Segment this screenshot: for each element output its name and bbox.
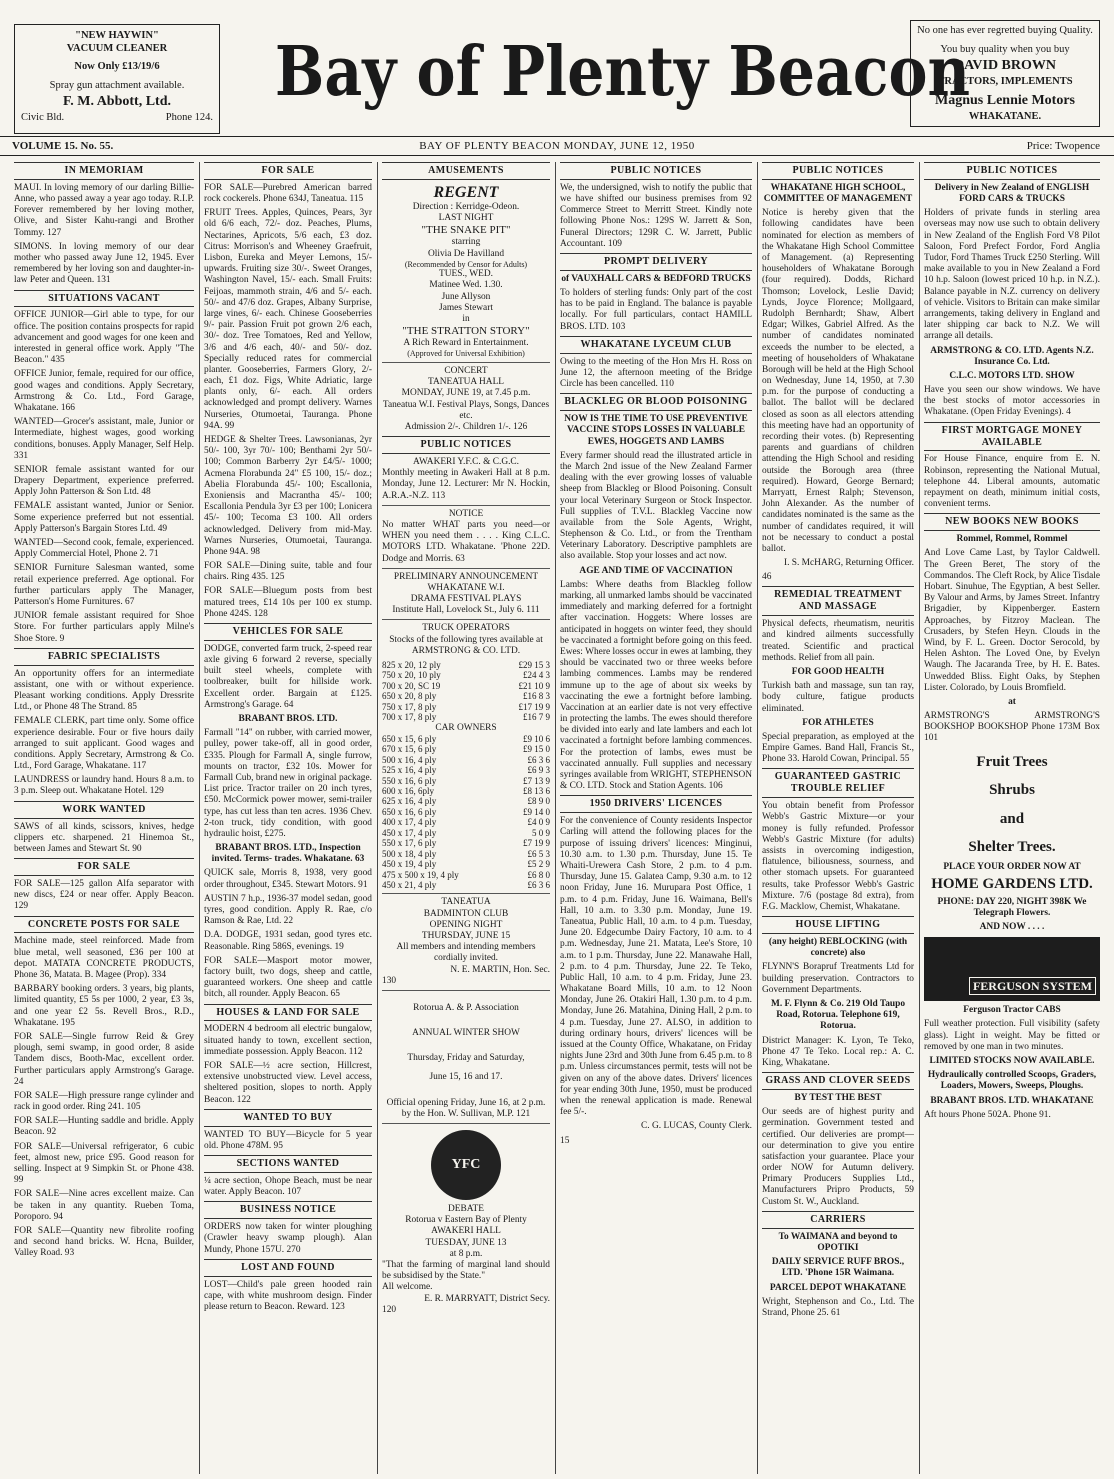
- tyre-row: [382, 880, 550, 890]
- tyre-price: 5 0 9: [532, 827, 550, 838]
- classified-ad: MAUI. In loving memory of our darling Billie-Anne, who passed away a year ago today. R.I.P. Forever remembered by her loving mother, Olive, and Sister Kahu-rangi and Brother Tommy. 127: [14, 182, 194, 238]
- classified-ad: Notice is hereby given that the following candidates have been nominated for election as members of the Whakatane High School Committee of Management. (a) Representing householders of Whakatane Borough (four required). Dodds, Richard Thomson; Lovelock, Leslie David; Lynds, Joyce Florence; Mollgaard, Rudolph Bernhardt; Shaw, Albert Edgar; Wilkes, Gabriel Alfred. As the number of candidates nominated exceeds the number to be elected, a meeting of householders of Whakatane Borough will be held at the High School on Wednesday, June 14, 1950, at 7.30 p.m. for the purpose of conducting a ballot. The ballot will be declared closed as soon as all electors attending this meeting have had an opportunity of recording their votes. (b) Representing parents and guardians of children attending the High School and residing outside the Borough area (three required). Howard, George Bernard; Marryatt, Ernest Ralph; Stevenson, John Alexander. As the number of candidates nominated is the same as the number of candidates required, it will not be necessary to conduct a postal ballot.: [762, 208, 914, 554]
- divider: [382, 1123, 550, 1124]
- classified-ad: FOR SALE—Purebred American barred rock cockerels. Phone 634J, Taneatua. 115: [204, 182, 372, 205]
- ad-heading-line: PARCEL DEPOT WHAKATANE: [769, 1282, 907, 1293]
- classified-ad: To holders of sterling funds: Only part of the cost has to be paid in England. The balance is payable locally. For full particulars, contact HAMILL BROS. LTD. 103: [560, 288, 752, 332]
- haywin-line: Civic Bld.: [21, 111, 65, 123]
- debate-line: Rotorua v Eastern Bay of Plenty: [405, 1215, 527, 1226]
- tyre-price: £7 13 9: [523, 775, 550, 786]
- classified-ad: LAUNDRESS or laundry hand. Hours 8 a.m. to 3 p.m. Sleep out. Whakatane Hotel. 129: [14, 775, 194, 797]
- ad-heading-line: To WAIMANA and beyond to OPOTIKI: [778, 1231, 898, 1253]
- section-heading: GRASS AND CLOVER SEEDS: [762, 1072, 914, 1090]
- badminton-line: All members and intending members cordially invited.: [396, 942, 536, 964]
- section-heading: VEHICLES FOR SALE: [204, 623, 372, 641]
- regent-line: A Rich Reward in Entertainment.: [403, 338, 529, 349]
- classified-ad: For House Finance, enquire from E. N. Robinson, representing the National Mutual, telephone 44. Liberal amounts, automatic repayment on death, minimum initial costs, convenient terms.: [924, 454, 1100, 510]
- tyre-size: 450 x 19, 4 ply: [382, 859, 437, 870]
- tyre-size: 475 x 500 x 19, 4 ply: [382, 869, 459, 880]
- classified-ad: Full weather protection. Full visibility (safety glass). Light in weight. May be fitted or removed by one man in two minutes.: [924, 1019, 1100, 1052]
- classified-ad: Physical defects, rheumatism, neuritis and kindred ailments successfully treated. Scientific and practical methods. Relief from all pain.: [762, 619, 914, 663]
- divider: [382, 990, 550, 991]
- classified-ad: OFFICE Junior, female, required for our office, good wages and conditions. Apply Secretary, Armstrong & Co. Ltd., Ford Garage, Whakatane. 166: [14, 369, 194, 413]
- db-line: No one has ever regretted buying Quality.: [917, 25, 1093, 36]
- tyre-size: 625 x 16, 4 ply: [382, 796, 437, 807]
- dateline-volume: VOLUME 15. No. 55.: [12, 140, 114, 152]
- public-notices-heading: PUBLIC NOTICES: [382, 436, 550, 454]
- column-2: [204, 162, 372, 1474]
- regent-title: REGENT: [433, 183, 499, 201]
- section-heading: PUBLIC NOTICES: [560, 162, 752, 180]
- dateline-price: Price: Twopence: [1026, 140, 1100, 152]
- section-heading: FOR SALE: [204, 162, 372, 180]
- show-line: Rotorua A. & P. Association: [413, 1002, 519, 1013]
- debate-line: All welcome.: [382, 1282, 433, 1293]
- tyre-row: [382, 786, 550, 796]
- column-6: [924, 162, 1100, 1474]
- ad-heading-line: C.L.C. MOTORS LTD. SHOW: [949, 370, 1075, 381]
- classified-ad: ARMSTRONG'S ARMSTRONG'S BOOKSHOP BOOKSHOP Phone 173M Box 101: [924, 711, 1100, 744]
- section-heading: FABRIC SPECIALISTS: [14, 648, 194, 666]
- debate-line: AWAKERI HALL: [431, 1226, 501, 1237]
- tyre-price: £6 9 3: [527, 765, 550, 776]
- classified-ad: D.A. DODGE, 1931 sedan, good tyres etc. Reasonable. Ring 586S, evenings. 19: [204, 930, 372, 952]
- db-line: TRACTORS, IMPLEMENTS: [937, 75, 1073, 87]
- debate-line: at 8 p.m.: [449, 1248, 483, 1259]
- car-tyre-table: [382, 734, 550, 891]
- classified-ad: FOR SALE—Quantity new fibrolite roofing and second hand bricks. W. Hcna, Builder, Valley Road. 93: [14, 1225, 194, 1259]
- section-heading: HOUSE LIFTING: [762, 916, 914, 934]
- truck-tyre-table: [382, 660, 550, 723]
- notice-ad: [382, 509, 550, 565]
- column-5: [762, 162, 914, 1474]
- truck-ad: [382, 623, 550, 657]
- badminton-line: TANEATUA: [441, 897, 491, 908]
- notice-line: NOTICE: [448, 508, 484, 519]
- debate-line: TUESDAY, JUNE 13: [425, 1237, 507, 1248]
- tyre-row: [382, 870, 550, 880]
- classified-ad: LOST—Child's pale green hooded rain cape, with white mushroom design. Finder please return to Beacon. Reward. 123: [204, 1279, 372, 1312]
- haywin-line: Phone 124.: [165, 111, 213, 123]
- prelim-line: WHAKATANE W.I.: [427, 582, 505, 593]
- section-heading: WANTED TO BUY: [204, 1109, 372, 1127]
- tyre-row: [382, 849, 550, 859]
- classified-ad: FOR SALE—Single furrow Reid & Grey plough, semi swamp, in good order, 8 aside Tandem discs, Booth-Mac, excellent order. Further particulars apply Armstrong's Garage. 24: [14, 1031, 194, 1087]
- tyre-size: 500 x 18, 4 ply: [382, 848, 437, 859]
- section-heading: PUBLIC NOTICES: [924, 162, 1100, 180]
- haywin-line: F. M. Abbott, Ltd.: [62, 93, 171, 109]
- regent-film: "THE SNAKE PIT": [421, 224, 511, 237]
- ad-heading-line: BRABANT BROS. LTD., Inspection invited. Terms- trades. Whakatane. 63: [211, 843, 365, 865]
- classified-ad: WANTED TO BUY—Bicycle for 5 year old. Phone 478M. 95: [204, 1129, 372, 1151]
- awakeri-ad: [382, 457, 550, 502]
- tyre-price: £4 0 9: [527, 817, 550, 828]
- classified-ad: WANTED—Second cook, female, experienced. Apply Commercial Hotel, Phone 2. 71: [14, 538, 194, 560]
- fruit-line: Shelter Trees.: [968, 839, 1056, 856]
- tyre-row: [382, 744, 550, 754]
- classified-ad: An opportunity offers for an intermediate assistant, one with or without experience. Pleasant working conditions. Apply Dressrite Ltd., or Phone 48 The Strand. 85: [14, 668, 194, 713]
- ad-heading-line: LIMITED STOCKS NOW AVAILABLE.: [929, 1055, 1095, 1066]
- classified-ad: QUICK sale, Morris 8, 1938, very good order throughout, £345. Stewart Motors. 91: [204, 868, 372, 890]
- classified-ad: And Love Came Last, by Taylor Caldwell. The Green Beret, The story of the Commandos. The Cleft Rock, by Alice Tisdale Hobart. Sinuhue, The Egyptian, A best Seller. By Valour and Arms, by James Street. Infantry Brigadier, by Kippenberger. Eastern Approaches, by Fitzroy Maclean. The Crusaders, by Stefen Heyn. Clouds in the Wind, by F. L. Green. Doctor Serocold, by Helen Ashton. The Loved One, by Evelyn Waugh. The Jacaranda Tree, by H. E. Bates. Unwedded Bliss. Eight Oaks, by Stephen Lister. Colorado, by Louis Bromfield.: [924, 548, 1100, 693]
- tyre-row: [382, 807, 550, 817]
- section-heading: SECTIONS WANTED: [204, 1155, 372, 1173]
- show-line: Official opening Friday, June 16, at 2 p.m. by the Hon. W. Sullivan, M.P. 121: [386, 1097, 546, 1119]
- classified-ad: Owing to the meeting of the Hon Mrs H. Ross on June 12, the afternoon meeting of the Bridge Circle has been cancelled. 110: [560, 356, 752, 390]
- divider: [382, 362, 550, 363]
- fruit-trees-ad: [924, 748, 1100, 862]
- tyre-row: [382, 681, 550, 691]
- dateline: [0, 136, 1114, 156]
- tyre-row: [382, 670, 550, 680]
- ayfc-line: Monthly meeting in Awakeri Hall at 8 p.m. Monday, June 12. Lecturer: Mr N. Hockin, A.R.A.-N.Z. 113: [382, 468, 550, 501]
- ad-heading-line: WHAKATANE HIGH SCHOOL, COMMITTEE OF MANAGEMENT: [763, 182, 913, 205]
- tyre-size: 650 x 20, 8 ply: [382, 691, 437, 702]
- section-heading: SITUATIONS VACANT: [14, 290, 194, 308]
- show-line: Thursday, Friday and Saturday,: [407, 1053, 525, 1064]
- section-heading: NEW BOOKS NEW BOOKS: [924, 513, 1100, 531]
- signature-line: I. S. McHARG, Returning Officer.: [783, 558, 914, 569]
- tyre-row: [382, 859, 550, 869]
- classified-ad: ¼ acre section, Ohope Beach, must be near water. Apply Beacon. 107: [204, 1175, 372, 1198]
- tyre-price: £6 3 6: [527, 754, 550, 765]
- notice-line: No matter WHAT parts you need—or WHEN you need them . . . . King C.L.C. MOTORS LTD. Whakatane. 'Phone 22D. Dodge and Morris. 63: [382, 519, 550, 564]
- section-heading: BUSINESS NOTICE: [204, 1201, 372, 1219]
- classified-ad: For the convenience of County residents Inspector Carling will attend the following places for the purpose of issuing drivers' licences: Minginui, 10.30 a.m. to 1.30 p.m. Thursday, June 15. Te Whaiti-Urewera Cash Store, 2 p.m. to 4 p.m. Thursday, June 15. Galatea Camp, 9.30 a.m. to 12 noon Friday, June 16. Murupara Post Office, 1 p.m. to 4 p.m. Friday, June 16. Waimana, Bell's Hall, 10 a.m. to 3.30 p.m. Monday, June 19. Taneatua, Public Hall, 10 a.m. to 4 p.m. Tuesday, June 20. Edgecumbe Dairy Factory, 10 a.m. to 4 p.m. Wednesday, June 21. Matata, Lee's Store, 10 a.m. to 1 p.m. Thursday, June 22. Manawahe Hall, 2 p.m. to 4 p.m. Thursday, June 22. Te Teko, Public Hall, 10 a.m. to 4 p.m. Friday, June 23. Whakatane Board Mills, 10 a.m. to 12 Noon Monday, June 26. Otakiri Hall, 1.30 p.m. to 4 p.m. Monday, June 26. Matahina, Dining Hall, 2 p.m. to 4 p.m. Tuesday, June 27. ALSO, in addition to during ordinary hours, drivers' licences will be issued at the County Office, Whakatane, on Friday nights June 23rd and 30th June from 6.45 p.m. to 8 p.m. Unless circumstances permit, tests will not be given on any of the above dates. Drivers' licences for year ending 30th June, 1950, must be produced when the renewal application is made. Renewal fee 5/-.: [560, 816, 752, 1118]
- divider: [382, 893, 550, 894]
- divider: [382, 619, 550, 620]
- badminton-ad: [382, 897, 550, 987]
- regent-line: (Approved for Universal Exhibition): [407, 349, 525, 359]
- db-line: DAVID BROWN: [953, 57, 1057, 73]
- section-heading: IN MEMORIAM: [14, 162, 194, 180]
- concert-ad: [382, 366, 550, 433]
- regent-film: "THE STRATTON STORY": [402, 325, 530, 338]
- badminton-line: N. E. MARTIN, Hon. Sec.: [450, 964, 550, 975]
- classified-ad: FOR SALE—Dining suite, table and four chairs. Ring 435. 125: [204, 561, 372, 583]
- classified-ad: ORDERS now taken for winter ploughing (Crawler heavy swamp plough). Alan Mundy, Phone 157U. 270: [204, 1222, 372, 1255]
- car-owners-heading: CAR OWNERS: [435, 722, 497, 733]
- classified-ad: FEMALE assistant wanted, Junior or Senior. Some experience preferred but not essential. Apply Patterson's Bargain Stores Ltd. 49: [14, 501, 194, 534]
- tyre-size: 550 x 17, 6 ply: [382, 838, 437, 849]
- haywin-line: Now Only £13/19/6: [74, 60, 160, 72]
- classified-ad: FOR SALE—½ acre section, Hillcrest, extensive unobstructed view. Level access, sheltered position, slopes to north. Apply Beacon. 122: [204, 1060, 372, 1105]
- regent-star: James Stewart: [439, 302, 493, 313]
- concert-line: Admission 2/-. Children 1/-. 126: [404, 421, 528, 432]
- ad-heading-line: of VAUXHALL CARS & BEDFORD TRUCKS: [561, 273, 751, 284]
- prelim-line: PRELIMINARY ANNOUNCEMENT: [393, 571, 539, 582]
- tyre-size: 700 x 17, 8 ply: [382, 712, 437, 723]
- classified-ad: Every farmer should read the illustrated article in the March 2nd issue of the New Zealand Farmer dealing with the ever growing losses of valuable sheep from Blackleg or Blood Poisoning. Consult your local Veterinary Surgeon or Stock Inspector. Full supplies of T.V.L. Blackleg Vaccine now available from the Sole Agents, Wright, Stephenson & Co. Ltd., or from the Trentham Veterinary Laboratory. Descriptive pamphlets are also available. Stop your losses and act now.: [560, 450, 752, 562]
- masthead: [228, 16, 971, 128]
- ad-heading-line: Ferguson Tractor CABS: [963, 1005, 1061, 1016]
- classified-ad: 15: [560, 1135, 570, 1146]
- regent-line: Matinee Wed. 1.30.: [429, 280, 503, 291]
- ayfc-line: AWAKERI Y.F.C. & C.G.C.: [412, 457, 520, 467]
- classified-ad: FEMALE CLERK, part time only. Some office experience desirable. Four or five hours daily arranged to suit applicant. Good wages and conditions. Apply Secretary, Armstrong & Co. Ltd., Ford Garage, Whakatane. 117: [14, 716, 194, 772]
- classified-ad: District Manager: K. Lyon, Te Teko, Phone 47 Te Teko. Local rep.: A. C. King, Whakatane.: [762, 1035, 914, 1068]
- classified-ad: FOR SALE—125 gallon Alfa separator with new discs, £24 or near offer. Apply Beacon. 129: [14, 879, 194, 912]
- section-heading: FIRST MORTGAGE MONEY AVAILABLE: [924, 422, 1100, 452]
- divider: [382, 568, 550, 569]
- winter-show-ad: [382, 1003, 550, 1120]
- classified-ad: Machine made, steel reinforced. Made from blue metal, well seasoned, £36 per 100 at depot. MATATA CONCRETE PRODUCTS, Phone 36, Matata. B. Magee (Prop). 334: [14, 936, 194, 981]
- classified-ad: FOR SALE—Bluegum posts from best matured trees, £14 10s per 100 ex stump. Phone 424S. 128: [204, 586, 372, 619]
- tyre-price: £6 3 6: [527, 879, 550, 890]
- signature-line: C. G. LUCAS, County Clerk.: [641, 1121, 752, 1132]
- section-heading: GUARANTEED GASTRIC TROUBLE RELIEF: [762, 768, 914, 798]
- tyre-size: 500 x 16, 4 ply: [382, 754, 437, 765]
- debate-line: 120: [382, 1304, 397, 1315]
- newspaper-title: Bay of Plenty Beacon: [274, 32, 971, 112]
- classified-ad: Wright, Stephenson and Co., Ltd. The Strand, Phone 25. 61: [762, 1296, 914, 1318]
- tyre-row: [382, 776, 550, 786]
- classified-ad: 46: [762, 572, 772, 583]
- ad-heading-line: Delivery in New Zealand of ENGLISH FORD CARS & TRUCKS: [934, 182, 1090, 205]
- prelim-line: Institute Hall, Lovelock St., July 6. 111: [392, 605, 540, 616]
- tyre-price: £24 4 3: [523, 670, 550, 681]
- classified-ad: FLYNN'S Borapruf Treatments Ltd for building preservation. Contractors to Government Departments.: [762, 962, 914, 995]
- section-heading: PROMPT DELIVERY: [560, 253, 752, 271]
- section-heading: REMEDIAL TREATMENT AND MASSAGE: [762, 586, 914, 616]
- fruit-line: and: [999, 810, 1025, 827]
- column-rule: [555, 162, 556, 1474]
- ad-heading-line: PHONE: DAY 220, NIGHT 398K We Telegraph Flowers.: [937, 896, 1087, 918]
- badminton-line: THURSDAY, JUNE 15: [421, 930, 511, 941]
- tyre-row: [382, 755, 550, 765]
- classified-ad: AUSTIN 7 h.p., 1936-37 model sedan, good tyres, good condition. Apply R. Rae, c/o Ramson & Rae, Ltd. 22: [204, 893, 372, 927]
- show-line: ANNUAL WINTER SHOW: [412, 1028, 520, 1039]
- regent-star: Olivia De Havilland: [427, 248, 505, 259]
- concert-line: TANEATUA HALL: [427, 377, 505, 388]
- tyre-price: £16 8 3: [523, 691, 550, 702]
- ad-heading-line: PLACE YOUR ORDER NOW AT: [943, 861, 1081, 872]
- classified-ad: Our seeds are of highest purity and germination. Government tested and certified. Our deliveries are prompt—our determination to give you entire satisfaction your guarantee. Place your order NOW for Autumn delivery. Primary Producers Supplies Ltd., Manufacturers Pripro Products, 59 Custom St. W., Auckland.: [762, 1107, 914, 1207]
- tyre-price: £5 2 9: [527, 859, 550, 870]
- section-heading: WHAKATANE LYCEUM CLUB: [560, 336, 752, 354]
- ad-heading-line: AGE AND TIME OF VACCINATION: [579, 565, 733, 576]
- concert-line: MONDAY, JUNE 19, at 7.45 p.m.: [401, 388, 531, 399]
- section-heading: WORK WANTED: [14, 801, 194, 819]
- section-heading: FOR SALE: [14, 858, 194, 876]
- yfc-logo: YFC: [431, 1130, 501, 1200]
- classified-ad: Turkish bath and massage, sun tan ray, body culture, fatigue products eliminated.: [762, 681, 914, 714]
- classified-ad: DODGE, converted farm truck, 2-speed rear axle giving 6 forward 2 reverse, specially built steel wheels, complete with toolbreaker, built for hillside work. Excellent order. Bargain at £125. Armstrong's Garage. 64: [204, 643, 372, 710]
- classified-ad: SENIOR female assistant wanted for our Drapery Department, experience preferred. Apply John Patterson & Son Ltd. 48: [14, 464, 194, 498]
- column-rule: [377, 162, 378, 1474]
- db-line: You buy quality when you buy: [940, 44, 1070, 56]
- tyre-row: [382, 817, 550, 827]
- classified-ad: We, the undersigned, wish to notify the public that we have shifted our business premises from 92 Commerce Street to Merritt Street. Kindly note following Phone Nos.: 129S W. Jarrett & Son, Funeral Directors; 129R C. W. Jarrett, Public Accountant. 109: [560, 182, 752, 249]
- tyre-size: 670 x 15, 6 ply: [382, 744, 437, 755]
- classified-ad: Have you seen our show windows. We have the best stocks of motor accessories in Whakatane. (Open Friday Evenings). 4: [924, 385, 1100, 418]
- tyre-row: [382, 712, 550, 722]
- truck-line: TRUCK OPERATORS: [422, 623, 510, 634]
- ad-heading-line: M. F. Flynn & Co. 219 Old Taupo Road, Rotorua. Telephone 619, Rotorua.: [770, 998, 906, 1032]
- ad-heading-line: FOR ATHLETES: [802, 717, 874, 728]
- classified-ad: MODERN 4 bedroom all electric bungalow, situated handy to town, excellent section, immediate possession. Apply Beacon. 112: [204, 1024, 372, 1057]
- ad-heading-line: ARMSTRONG & CO. LTD. Agents N.Z. Insurance Co. Ltd.: [930, 345, 1094, 367]
- fruit-line: Shrubs: [989, 782, 1035, 799]
- regent-line: TUES., WED.: [439, 269, 493, 280]
- tyre-row: [382, 796, 550, 806]
- classified-ad: You obtain benefit from Professor Webb's Gastric Mixture—or your money is fully refunded. Professor Webb's Gastric Mixture (for adults) assists in overcoming indigestion, flatulence, biliousness, sourness, and other stomach upsets. For guaranteed results, take Professor Webb's Gastric Mixture. 7/6 (postage 8d extra), from F.G. Macklow, Chemist, Whakatane.: [762, 801, 914, 912]
- section-heading: PUBLIC NOTICES: [762, 162, 914, 180]
- classified-ad: Aft hours Phone 502A. Phone 91.: [924, 1109, 1051, 1120]
- concert-line: CONCERT: [444, 365, 488, 376]
- ad-heading-line: NOW IS THE TIME TO USE PREVENTIVE VACCINE STOPS LOSSES IN VALUABLE EWES, HOGGETS AND LAMBS: [564, 414, 748, 447]
- debate-line: "That the farming of marginal land should be subsidised by the State.": [382, 1259, 550, 1282]
- badminton-line: OPENING NIGHT: [429, 919, 503, 930]
- column-1: [14, 162, 194, 1474]
- tyre-row: [382, 734, 550, 744]
- ad-heading-line: DAILY SERVICE RUFF BROS., LTD. 'Phone 15R Waimana.: [771, 1257, 905, 1279]
- regent-line: LAST NIGHT: [438, 213, 494, 224]
- tyre-size: 700 x 20, SC 19: [382, 680, 441, 691]
- ad-heading-line: AND NOW . . . .: [979, 922, 1045, 933]
- tyre-price: £9 10 6: [523, 733, 550, 744]
- fruit-line: Fruit Trees: [976, 753, 1048, 770]
- tyre-size: 450 x 21, 4 ply: [382, 879, 437, 890]
- regent-line: in: [462, 314, 470, 325]
- tyre-price: £17 19 9: [518, 701, 550, 712]
- classified-ad: Lambs: Where deaths from Blackleg follow marking, all unmarked lambs should be vaccinated immediately and marking deferred for a fortnight after vaccination. Hoggets: Where losses are anticipated in hoggets on winter feed, they should be vaccinated a fortnight before going on this feed. Ewes: Where losses occur in ewes at lambing, they should be vaccinated two or three weeks before lambing commences. Lambs may be rendered immune up to the age of about six weeks by vaccinating the ewe a fortnight before lambing. Vaccination at an earlier date is not very effective in protecting the lambs. The ewes should therefore be divided into early and late lambers and each lot vaccinated a fortnight before lambing commences. For the protection of lambs, ewes must be vaccinated annually. Full supplies and necessary syringes available from WRIGHT, STEPHENSON & CO. LTD. Stock and Station Agents. 106: [560, 579, 752, 792]
- tyre-size: 450 x 17, 4 ply: [382, 827, 437, 838]
- classified-ad: SIMONS. In loving memory of our dear mother who passed away June 12, 1945. Ever remembered by her loving son and daughter-in-law Peter and Queen. 131: [14, 241, 194, 286]
- tyre-size: 825 x 20, 12 ply: [382, 660, 441, 670]
- regent-line: (Recommended by Censor for Adults): [404, 259, 528, 269]
- column-4: [560, 162, 752, 1474]
- prelim-line: DRAMA FESTIVAL PLAYS: [410, 594, 522, 605]
- classified-ad: FOR SALE—Masport motor mower, factory built, two dogs, sheep and cattle, guaranteed workers. One sheep and cattle bitch, all rounder. Apply Beacon. 65: [204, 955, 372, 1000]
- tyre-size: 750 x 17, 8 ply: [382, 701, 437, 712]
- tyre-price: £6 8 0: [527, 869, 550, 880]
- classified-ad: Special preparation, as employed at the Empire Games. Band Hall, Francis St., Phone 33. Harold Cowan, Principal. 55: [762, 731, 914, 765]
- ad-heading-line: BY TEST THE BEST: [794, 1092, 882, 1103]
- tyre-price: £8 13 6: [523, 786, 550, 796]
- section-heading: 1950 DRIVERS' LICENCES: [560, 795, 752, 813]
- prelim-ad: [382, 572, 550, 617]
- classified-ad: FOR SALE—High pressure range cylinder and rack in good order. Ring 241. 105: [14, 1090, 194, 1113]
- classified-ad: FOR SALE—Nine acres excellent maize. Can be taken in any quantity. Rueben Toma, Poroporo. 94: [14, 1189, 194, 1222]
- tyre-size: 600 x 16, 6ply: [382, 786, 435, 796]
- regent-ad: [382, 183, 550, 359]
- ad-heading-line: Hydraulically controlled Scoops, Graders, Loaders, Mowers, Sweeps, Ploughs.: [927, 1070, 1097, 1092]
- david-brown-ad-box: [910, 20, 1100, 127]
- classified-ad: BARBARY booking orders. 3 years, big plants, limited quantity, £5 5s per 1000, 2 year, £3 3s, and one year £2 5s. Revell Bros., R.D., Whakatane. 195: [14, 984, 194, 1028]
- section-heading: HOUSES & LAND FOR SALE: [204, 1004, 372, 1022]
- db-line: Magnus Lennie Motors: [935, 93, 1075, 109]
- classified-ad: HEDGE & Shelter Trees. Lawsonianas, 2yr 50/- 100, 3yr 70/- 100; Benthami 2yr 50/- 100; Common Barberry 2yr £4/5/- 1000; Acmena Florabunda 24" £5 100, 15/- doz.; Abelia Florabunda 45/- 100; Escallonia, Exoniensis and Macrantha 45/- 100; Escallonia Pendula 3yr £3 per 100; Lonicera 45/- 100; Tecoma £3 100. All orders acknowledged. Delivery from mid-May. Warnes Nurseries, Otumoetai, Tauranga. Phone 94A. 98: [204, 435, 372, 557]
- column-rule: [757, 162, 758, 1474]
- classified-ad: WANTED—Grocer's assistant, male, Junior or Intermediate, highest wages, good working conditions, bonuses. Apply Manager, Self Help. 331: [14, 417, 194, 461]
- tyre-size: 650 x 16, 6 ply: [382, 806, 437, 817]
- classified-ad: FOR SALE—Universal refrigerator, 6 cubic feet, almost new, price £95. Good reason for selling. Inspect at 9 Simpkin St. or Phone 438. 99: [14, 1141, 194, 1186]
- ferguson-tractor-image: [924, 937, 1100, 1001]
- tyre-row: [382, 838, 550, 848]
- tyre-price: £21 10 9: [518, 680, 550, 691]
- classified-ad: FRUIT Trees. Apples, Quinces, Pears, 3yr old 6/6 each, 72/- doz. Peaches, Plums, Nectarines, Apricots, 5/6 each, £3 doz. Citrus: Morrison's and Wheeney Graefruit, Lisbon, Eureka and Meyer Lemons, 15/- upwards. Fruiting size 30/-. Sweet Oranges, Washington Navel, 15/- each. Small Fruits: Feijoas, mammoth strain, 4/6 and 5/- each. 50/- and 47/6 doz. Grapes, Albany Surprise, large vines, 6/- each. Chinese Gooseberries 9/- pair. Passion Fruit pot grown 2/6 each, 30/- doz. Tree Tomatoes, Red and Yellow, 3/6 and 4/6 each, 40/- and 50/- doz. Specially reduced rates for commercial planter. Gooseberries, Farmers Glory, 2/- each, £1 doz. Figs, White Adriatic, large plants only, 6/- each. All orders acknowledged and prompt delivery. Warnes Nurseries, Otumoetai, Tauranga. Phone 94A. 99: [204, 208, 372, 431]
- tyre-price: £16 7 9: [523, 712, 550, 723]
- tyre-size: 650 x 15, 6 ply: [382, 733, 437, 744]
- dateline-center: BAY OF PLENTY BEACON MONDAY, JUNE 12, 1950: [419, 140, 695, 152]
- tyre-price: £7 19 9: [523, 838, 550, 849]
- haywin-ad-box: [14, 24, 220, 134]
- classified-ad: OFFICE JUNIOR—Girl able to type, for our office. The position contains prospects for rapid advancement and good wages for one keen and interested in general office work. Apply "The Beacon." 435: [14, 310, 194, 366]
- tyre-size: 400 x 17, 4 ply: [382, 817, 437, 828]
- tyre-price: £8 9 0: [527, 796, 550, 807]
- regent-star: June Allyson: [441, 291, 491, 302]
- tyre-row: [382, 765, 550, 775]
- tyre-price: £9 15 0: [523, 744, 550, 755]
- tyre-row: [382, 660, 550, 670]
- concert-line: Taneatua W.I. Festival Plays, Songs, Dances etc.: [382, 399, 550, 421]
- column-rule: [919, 162, 920, 1474]
- column-rule: [199, 162, 200, 1474]
- ferguson-label: FERGUSON SYSTEM: [969, 977, 1096, 995]
- tyre-size: 750 x 20, 10 ply: [382, 670, 441, 681]
- classified-ad: SAWS of all kinds, scissors, knives, hedge clippers etc. sharpened. 21 Hinemoa St., between James and Stewart St. 90: [14, 821, 194, 854]
- show-line: June 15, 16 and 17.: [429, 1072, 503, 1083]
- classified-ad: JUNIOR female assistant required for Shoe Store. For further particulars apply Milne's Shoe Store. 9: [14, 611, 194, 644]
- ad-heading-line: BRABANT BROS. LTD.: [238, 714, 338, 725]
- debate-ad: [382, 1130, 550, 1316]
- badminton-line: 130: [382, 975, 397, 986]
- section-heading: CONCRETE POSTS FOR SALE: [14, 916, 194, 934]
- regent-line: starring: [451, 237, 481, 248]
- classified-ad: Holders of private funds in sterling area overseas may now use such to obtain delivery in New Zealand of the English Ford V8 Pilot Saloon, Ford Prefect Fordor, Ford Anglia Tudor, Ford Thames Truck £250 Sterling. Will make available to you in New Zealand a Ford 10 h.p. Saloon (lowest priced 10 h.p. in N.Z.). Balance payable in N.Z. currency on delivery of vehicle. Visitors to Britain can make similar arrangements, taking delivery in England and later shipping car back to N.Z. We will arrange all details.: [924, 208, 1100, 342]
- home-gardens-name: HOME GARDENS LTD.: [931, 875, 1093, 892]
- classified-ad: SENIOR Furniture Salesman wanted, some retail experience preferred. Age optional. For further particulars apply The Manager, Patterson's Home Furnitures. 67: [14, 563, 194, 607]
- ad-heading-line: Rommel, Rommel, Rommel: [956, 534, 1068, 545]
- tyre-price: £29 15 3: [518, 660, 550, 670]
- ad-heading-line: BRABANT BROS. LTD. WHAKATANE: [930, 1095, 1094, 1106]
- badminton-line: BADMINTON CLUB: [423, 908, 509, 919]
- column-3: [382, 162, 550, 1474]
- tyre-size: 525 x 16, 4 ply: [382, 765, 437, 776]
- tyre-row: [382, 691, 550, 701]
- ad-heading-line: (any height) REBLOCKING (with concrete) also: [768, 937, 908, 959]
- truck-line: ARMSTRONG & CO. LTD.: [411, 645, 521, 656]
- tyre-row: [382, 828, 550, 838]
- regent-line: Direction : Kerridge-Odeon.: [412, 201, 520, 212]
- tyre-price: £6 5 3: [527, 848, 550, 859]
- tyre-size: 550 x 16, 6 ply: [382, 775, 437, 786]
- ad-heading-line: at: [1008, 696, 1016, 707]
- truck-line: Stocks of the following tyres available at: [389, 634, 543, 645]
- classified-ad: FOR SALE—Hunting saddle and bridle. Apply Beacon. 92: [14, 1116, 194, 1138]
- haywin-line: "NEW HAYWIN": [75, 30, 159, 41]
- section-heading: BLACKLEG OR BLOOD POISONING: [560, 393, 752, 411]
- haywin-line: VACUUM CLEANER: [66, 43, 168, 55]
- db-line: WHAKATANE.: [968, 111, 1042, 123]
- tyre-price: £9 14 0: [523, 806, 550, 817]
- debate-line: DEBATE: [448, 1204, 484, 1214]
- classified-ad: Farmall "14" on rubber, with carried mower, pulley, power take-off, all in good order, £335. Plough for Farmall A, single furrow, mounts on tractor, £32 10s. Mower for Farmall Cub, brand new in original package. List price. Tractor trailer on 20 inch tyres, £50. McCormick power mower, semi-trailer type, has cut less than ten acres. 1936 Chev. 2-ton truck, tidy condition, with good hydraulic hoist, £275.: [204, 728, 372, 839]
- divider: [382, 505, 550, 506]
- tyre-row: [382, 702, 550, 712]
- section-heading: CARRIERS: [762, 1211, 914, 1229]
- debate-line: E. R. MARRYATT, District Secy.: [424, 1293, 550, 1304]
- amusements-heading: AMUSEMENTS: [382, 162, 550, 180]
- haywin-line: Spray gun attachment available.: [49, 80, 185, 92]
- ad-heading-line: FOR GOOD HEALTH: [791, 666, 885, 677]
- section-heading: LOST AND FOUND: [204, 1259, 372, 1277]
